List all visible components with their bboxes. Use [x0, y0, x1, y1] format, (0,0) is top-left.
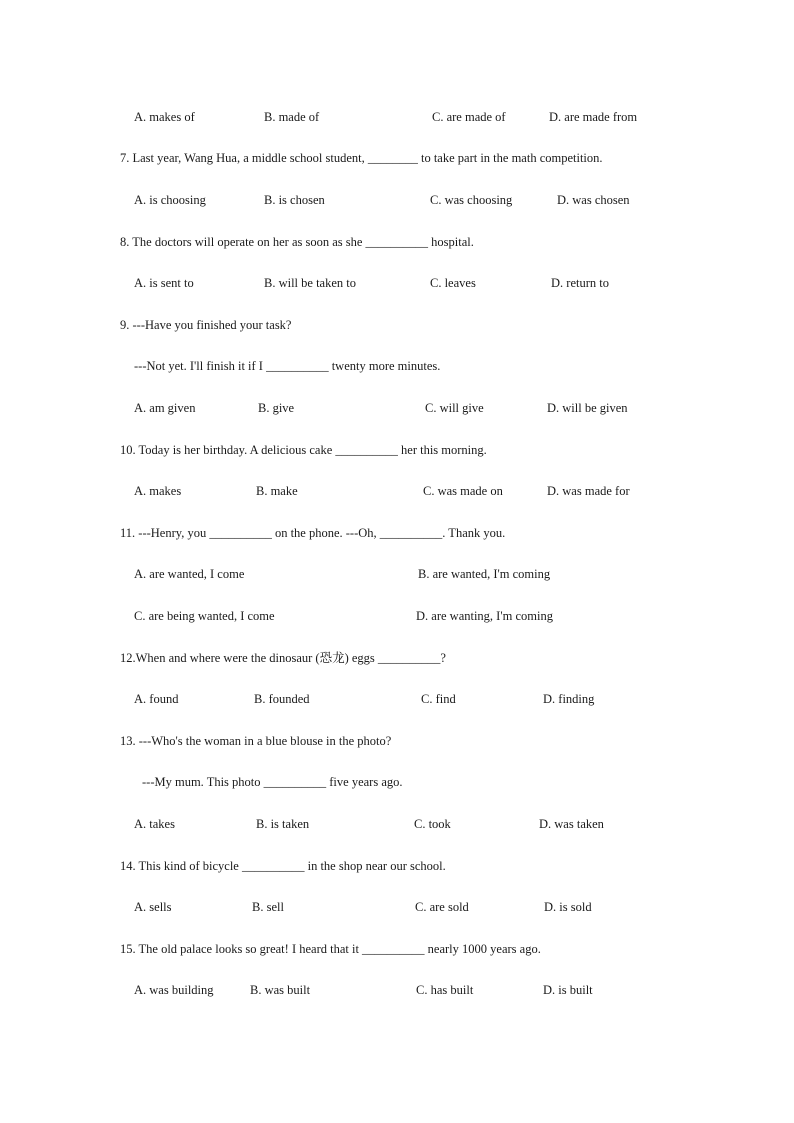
q7-option-a: A. is choosing: [134, 193, 206, 207]
q11-stem: 11. ---Henry, you __________ on the phone. ---Oh, __________. Thank you.: [120, 526, 506, 540]
q13-stem: 13. ---Who's the woman in a blue blouse in the photo?: [120, 734, 392, 748]
q9-reply: ---Not yet. I'll finish it if I __________ twenty more minutes.: [134, 359, 441, 373]
q15-option-c: C. has built: [416, 983, 474, 997]
q7-option-c: C. was choosing: [430, 193, 513, 207]
q14-option-c: C. are sold: [415, 900, 469, 914]
q9-option-c: C. will give: [425, 401, 484, 415]
q15-option-a: A. was building: [134, 983, 214, 997]
q15-option-b: B. was built: [250, 983, 311, 997]
q13-option-b: B. is taken: [256, 817, 310, 831]
q14-stem: 14. This kind of bicycle __________ in the shop near our school.: [120, 859, 446, 873]
q9-option-d: D. will be given: [547, 401, 628, 415]
q10-option-c: C. was made on: [423, 484, 503, 498]
q10-stem: 10. Today is her birthday. A delicious cake __________ her this morning.: [120, 443, 487, 457]
q8-stem: 8. The doctors will operate on her as soon as she __________ hospital.: [120, 235, 474, 249]
q8-option-c: C. leaves: [430, 276, 476, 290]
q12-stem: 12.When and where were the dinosaur (恐龙) eggs __________?: [120, 651, 446, 665]
q10-option-a: A. makes: [134, 484, 182, 498]
q14-option-d: D. is sold: [544, 900, 592, 914]
q7-option-d: D. was chosen: [557, 193, 630, 207]
q9-option-b: B. give: [258, 401, 295, 415]
q6-option-b: B. made of: [264, 110, 320, 124]
q10-option-b: B. make: [256, 484, 298, 498]
q8-option-d: D. return to: [551, 276, 609, 290]
q6-option-d: D. are made from: [549, 110, 638, 124]
q11-option-d: D. are wanting, I'm coming: [416, 609, 553, 623]
q8-option-b: B. will be taken to: [264, 276, 356, 290]
q14-option-b: B. sell: [252, 900, 284, 914]
q13-option-c: C. took: [414, 817, 451, 831]
q9-stem: 9. ---Have you finished your task?: [120, 318, 292, 332]
q6-option-c: C. are made of: [432, 110, 506, 124]
q9-option-a: A. am given: [134, 401, 196, 415]
q12-option-c: C. find: [421, 692, 456, 706]
q6-option-a: A. makes of: [134, 110, 195, 124]
q14-option-a: A. sells: [134, 900, 172, 914]
q15-option-d: D. is built: [543, 983, 593, 997]
q11-option-a: A. are wanted, I come: [134, 567, 245, 581]
q11-option-c: C. are being wanted, I come: [134, 609, 275, 623]
q13-option-a: A. takes: [134, 817, 175, 831]
q8-option-a: A. is sent to: [134, 276, 194, 290]
q11-option-b: B. are wanted, I'm coming: [418, 567, 551, 581]
q7-stem: 7. Last year, Wang Hua, a middle school student, ________ to take part in the math competition.: [120, 151, 603, 165]
q15-stem: 15. The old palace looks so great! I heard that it __________ nearly 1000 years ago.: [120, 942, 541, 956]
q7-option-b: B. is chosen: [264, 193, 325, 207]
q12-option-b: B. founded: [254, 692, 310, 706]
q12-option-d: D. finding: [543, 692, 595, 706]
q13-option-d: D. was taken: [539, 817, 604, 831]
q10-option-d: D. was made for: [547, 484, 630, 498]
q12-option-a: A. found: [134, 692, 179, 706]
q13-reply: ---My mum. This photo __________ five years ago.: [142, 775, 403, 789]
